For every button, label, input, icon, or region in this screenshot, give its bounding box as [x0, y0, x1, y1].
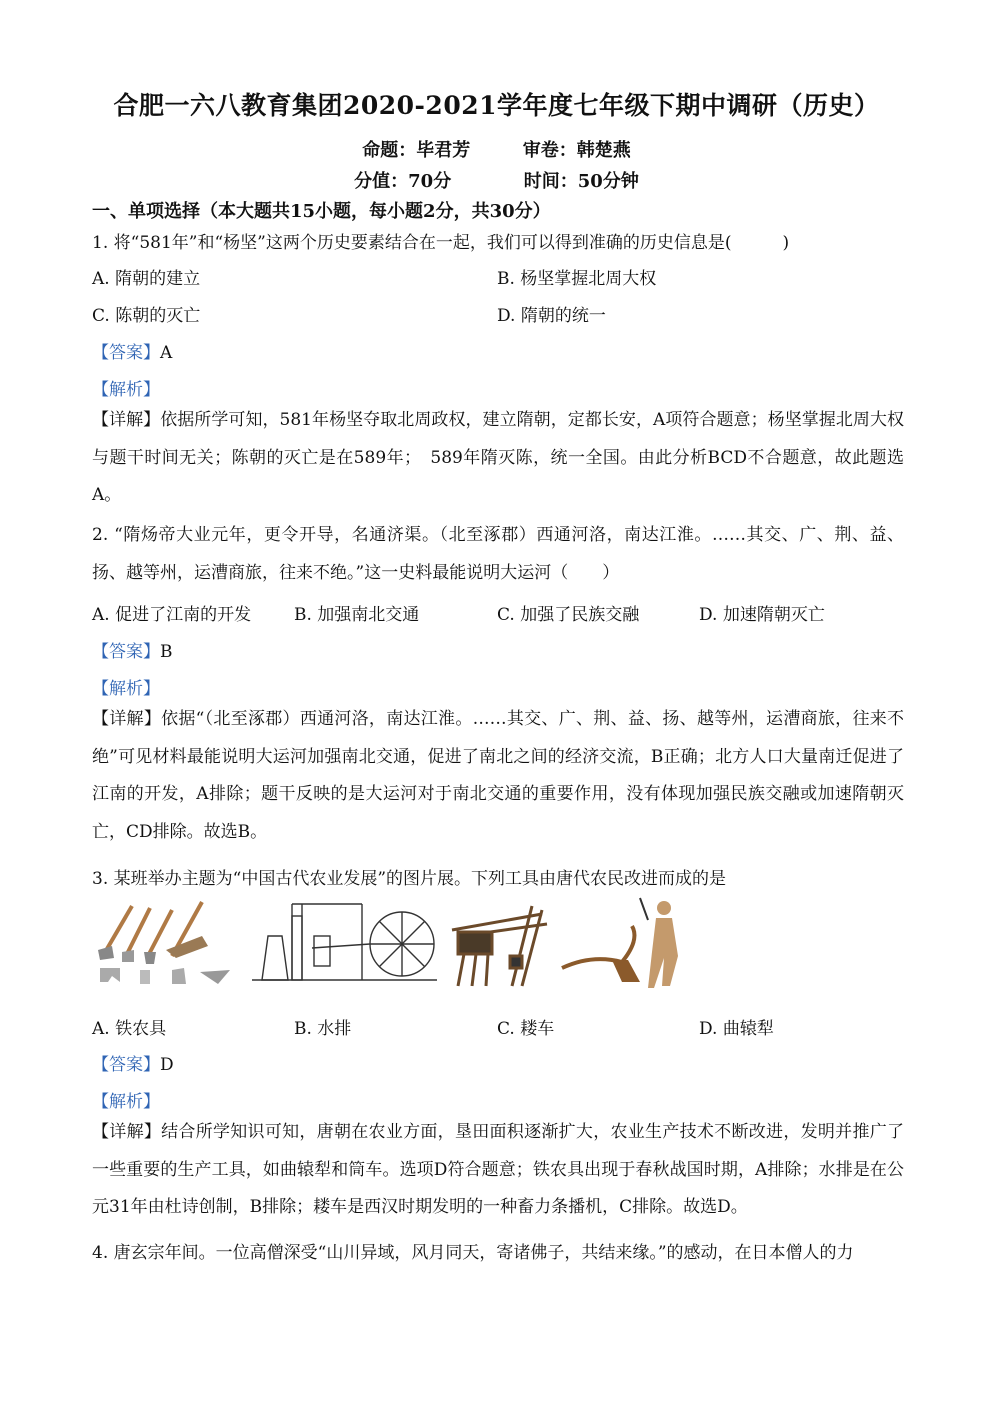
q2-option-a: A. 促进了江南的开发 — [92, 605, 252, 625]
seed-drill-image — [452, 906, 547, 986]
q3-analysis-tag — [92, 1087, 160, 1112]
q1-option-a: A. 隋朝的建立 — [92, 269, 201, 289]
q2-option-b: B. 加强南北交通 — [294, 605, 420, 625]
analysis-tag: 【解析】 — [92, 1092, 160, 1112]
q3-option-d: D. 曲辕犁 — [699, 1019, 774, 1039]
q3-option-c: C. 耧车 — [497, 1019, 555, 1039]
q1-option-b: B. 杨坚掌握北周大权 — [497, 269, 657, 289]
q3-detail — [92, 1114, 904, 1227]
q1-option-c: C. 陈朝的灭亡 — [92, 306, 201, 326]
meta-row-authors — [0, 136, 993, 162]
q1-analysis-tag — [92, 375, 160, 400]
answer-tag: 【答案】 — [92, 343, 160, 363]
time-label: 时间：50分钟 — [523, 171, 639, 192]
detail-tag: 【详解】 — [92, 1122, 162, 1142]
q1-answer — [92, 338, 172, 363]
q3-option-b: B. 水排 — [294, 1019, 352, 1039]
curved-plow-image — [562, 898, 678, 988]
farm-tools-figure — [92, 896, 692, 994]
q3-answer-value: D — [160, 1055, 174, 1075]
analysis-tag: 【解析】 — [92, 380, 160, 400]
section-heading: 一、单项选择（本大题共15小题，每小题2分，共30分） — [92, 201, 551, 222]
q1-detail — [92, 402, 904, 515]
meta-row-score — [0, 167, 993, 193]
analysis-tag: 【解析】 — [92, 679, 160, 699]
reviewer-label: 审卷：韩楚燕 — [522, 140, 631, 161]
q2-detail — [92, 701, 904, 851]
water-bellows-image — [252, 904, 437, 980]
q1-stem: 1. 将“581年”和“杨坚”这两个历史要素结合在一起，我们可以得到准确的历史信息是( ) — [92, 233, 790, 253]
q3-option-a: A. 铁农具 — [92, 1019, 167, 1039]
iron-tools-image — [98, 902, 230, 984]
detail-tag: 【详解】 — [92, 410, 161, 430]
answer-tag: 【答案】 — [92, 1055, 160, 1075]
q2-option-d: D. 加速隋朝灭亡 — [699, 605, 825, 625]
q3-detail-text: 结合所学知识可知，唐朝在农业方面，垦田面积逐渐扩大，农业生产技术不断改进，发明并推广了一些重要的生产工具，如曲辕犁和筒车。选项D符合题意；铁农具出现于春秋战国时期，A排除；水排是在公元31年由杜诗创制，B排除；耧车是西汉时期发明的一种畜力条播机，C排除。故选D。 — [92, 1122, 905, 1217]
q4-stem: 4. 唐玄宗年间。一位高僧深受“山川异域，风月同天，寄诸佛子，共结来缘。”的感动，在日本僧人的力 — [92, 1243, 854, 1263]
q3-answer — [92, 1050, 174, 1075]
q2-detail-text: 依据“（北至涿郡）西通河洛，南达江淮。……其交、广、荆、益、扬、越等州，运漕商旅，往来不绝”可见材料最能说明大运河加强南北交通，促进了南北之间的经济交流，B正确；北方人口大量南迁促进了江南的开发，A排除；题干反映的是大运河对于南北交通的重要作用，没有体现加强民族交融或加速隋朝灭亡，CD排除。故选B。 — [92, 709, 904, 842]
q2-analysis-tag — [92, 674, 160, 699]
q1-answer-value: A — [160, 343, 173, 363]
q2-answer-value: B — [160, 642, 173, 662]
q3-stem: 3. 某班举办主题为“中国古代农业发展”的图片展。下列工具由唐代农民改进而成的是 — [92, 869, 727, 889]
score-label: 分值：70分 — [354, 171, 452, 192]
answer-tag: 【答案】 — [92, 642, 160, 662]
page-title: 合肥一六八教育集团2020-2021学年度七年级下期中调研（历史） — [113, 91, 880, 120]
author-label: 命题：毕君芳 — [362, 140, 471, 161]
detail-tag: 【详解】 — [92, 709, 162, 729]
q2-stem: 2. “隋炀帝大业元年，更令开导，名通济渠。（北至涿郡）西通河洛，南达江淮。……其交、广、荆、益、扬、越等州，运漕商旅，往来不绝。”这一史料最能说明大运河（ ） — [92, 525, 904, 583]
q2-answer — [92, 637, 173, 662]
q2-option-c: C. 加强了民族交融 — [497, 605, 640, 625]
q1-option-d: D. 隋朝的统一 — [497, 306, 606, 326]
q1-detail-text: 依据所学可知，581年杨坚夺取北周政权，建立隋朝，定都长安，A项符合题意；杨坚掌握北周大权与题干时间无关；陈朝的灭亡是在589年； 589年隋灭陈，统一全国。由此分析BCD不合题意，故此题选A。 — [92, 410, 904, 505]
